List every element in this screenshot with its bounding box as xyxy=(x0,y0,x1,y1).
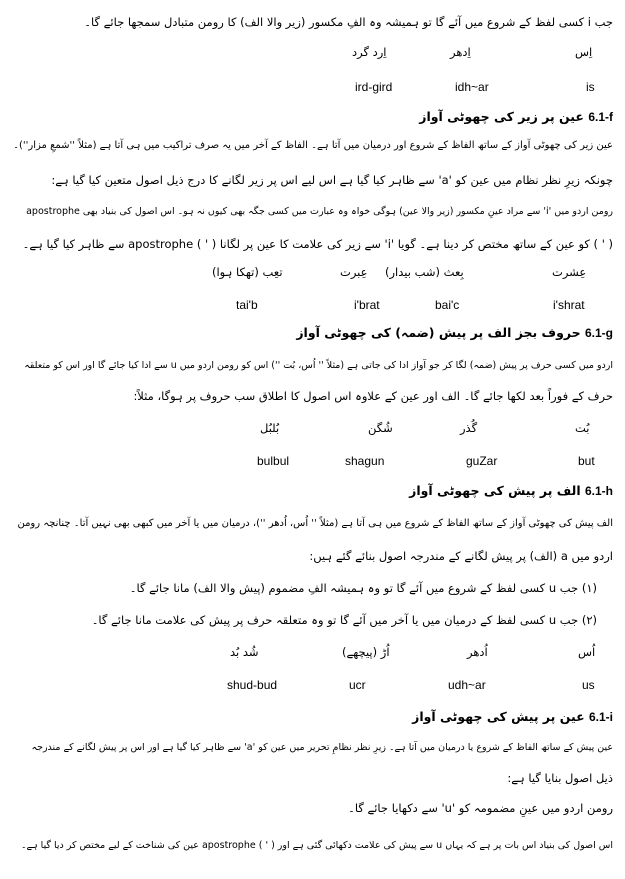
paragraph-line: ذیل اصول بنایا گیا ہے: xyxy=(507,771,613,785)
example-urdu: تعِب (تھکا ہوا) xyxy=(212,265,283,279)
example-urdu: عِشرت xyxy=(552,265,587,279)
example-urdu: اُدھر xyxy=(467,645,488,659)
rule-item: (۲) جب u کسی لفظ کے درمیان میں یا آخر میں آئے گا تو وہ متعلقہ حرف پر پیش کی علامت مانا جائے گا۔ xyxy=(91,613,597,627)
example-roman: but xyxy=(578,454,595,468)
section-number: 6.1-h xyxy=(584,484,613,498)
example-roman: i'shrat xyxy=(553,298,585,312)
paragraph-line: اس اصول کی بنیاد اس بات پر ہے کہ یہاں u سے پیش کی علامت دکھائی گئی ہے اور ( ' ) apostrophe عین کی شناخت کے لیے مختص کر دیا گیا ہے۔ xyxy=(20,840,613,851)
example-roman: ucr xyxy=(349,678,366,692)
example-urdu: اِس xyxy=(575,45,593,59)
section-title: عین پر پیش کی چھوٹی آواز xyxy=(412,709,585,724)
example-roman: is xyxy=(586,80,595,94)
section-heading xyxy=(412,708,613,726)
section-title: الف پر پیش کی چھوٹی آواز xyxy=(409,483,581,498)
example-roman: shud-bud xyxy=(227,678,278,692)
example-roman: ird-gird xyxy=(355,80,393,94)
example-roman: idh~ar xyxy=(455,80,489,94)
example-roman: udh~ar xyxy=(448,678,486,692)
example-roman: bai'c xyxy=(435,298,460,312)
example-roman: tai'b xyxy=(236,298,258,312)
paragraph-line: اردو میں کسی حرف پر پیش (ضمہ) لگا کر جو آواز ادا کی جاتی ہے (مثلاً '' اُس، بُت '') اس کو رومن اردو میں u سے ادا کیا جائے گا اور اس کو متعلقہ xyxy=(24,360,613,371)
paragraph-line: ( ' ) کو عین کے ساتھ مختص کر دینا ہے۔ گویا 'i' سے زیر کی علامت کا عین پر لگانا ( ' ) apostrophe سے ظاہر کیا گیا ہے۔ xyxy=(22,237,613,251)
example-urdu: اِدھر xyxy=(450,45,471,59)
example-roman: i'brat xyxy=(354,298,380,312)
example-urdu: بُت xyxy=(575,421,590,435)
paragraph-line: عین پیش کے ساتھ الفاظ کے شروع یا درمیان میں آتا ہے۔ زیرِ نظر نظامِ تحریر میں عین کو 'a' سے ظاہر کیا گیا ہے اور اس پر پیش لگانے کے مندرجہ xyxy=(31,742,613,753)
section-title: حروف بجز الف پر پیش (ضمہ) کی چھوٹی آواز xyxy=(296,325,581,340)
paragraph-line: اردو میں a (الف) پر پیش لگانے کے مندرجہ اصول بنائے گئے ہیں: xyxy=(309,549,613,563)
paragraph-line: رومن اردو میں 'i' سے مراد عینِ مکسور (زیر والا عین) ہوگی خواہ وہ عبارت میں کسی جگہ بھی کیوں نہ ہو۔ اس اصول کی بنیاد بھی apostrophe xyxy=(26,206,613,217)
example-urdu: عِبرت xyxy=(340,265,368,279)
section-number: 6.1-g xyxy=(584,326,613,340)
section-number: 6.1-f xyxy=(588,110,613,124)
example-roman: shagun xyxy=(345,454,385,468)
paragraph-line: چونکہ زیرِ نظر نظام میں عین کو 'a' سے ظاہر کیا گیا ہے اس لیے اس پر زیر لگانے کا درج ذیل اصول متعین کیا گیا ہے: xyxy=(51,173,613,187)
section-heading xyxy=(419,108,613,126)
intro-text: جب i کسی لفظ کے شروع میں آئے گا تو ہمیشہ وہ الفِ مکسور (زیر والا الف) کا رومن متبادل سمجھا جائے گا۔ xyxy=(84,15,613,29)
example-urdu: اِرد گرد xyxy=(352,45,387,59)
paragraph-line: عین زیر کی چھوٹی آواز کے ساتھ الفاظ کے شروع اور درمیان میں آتا ہے۔ الفاظ کے آخر میں یہ صرف تراکیب میں ہی آتا ہے (مثلاً ''شمعِ مزار'')۔ xyxy=(13,140,613,151)
example-urdu: بِعث (شب بیدار) xyxy=(385,265,464,279)
section-number: 6.1-i xyxy=(588,710,613,724)
example-urdu: اُس xyxy=(578,645,596,659)
section-heading xyxy=(409,482,613,500)
example-urdu: اُڑ (پیچھے) xyxy=(342,645,390,659)
paragraph-line: رومن اردو میں عینِ مضمومہ کو 'u' سے دکھایا جائے گا۔ xyxy=(348,801,613,815)
example-roman: us xyxy=(582,678,595,692)
example-roman: bulbul xyxy=(257,454,290,468)
example-urdu: شُگن xyxy=(368,421,393,435)
rule-item: (۱) جب u کسی لفظ کے شروع میں آئے گا تو وہ ہمیشہ الفِ مضموم (پیش والا الف) مانا جائے گا۔ xyxy=(129,581,597,595)
paragraph-line: حرف کے فوراً بعد لکھا جائے گا۔ الف اور عین کے علاوہ اس اصول کا اطلاق سب حروف پر ہوگا، مثلاً: xyxy=(133,389,613,403)
example-urdu: بُلبُل xyxy=(260,421,280,435)
paragraph-line: الف پیش کی چھوٹی آواز کے ساتھ الفاظ کے شروع میں ہی آتا ہے (مثلاً '' اُس، اُدھر '')، درمیان میں یا آخر میں کبھی بھی نہیں آتا۔ چنانچہ رومن xyxy=(17,518,613,529)
example-roman: guZar xyxy=(466,454,498,468)
example-urdu: گُذر xyxy=(460,421,478,435)
section-heading xyxy=(296,324,613,342)
section-title: عین پر زیر کی چھوٹی آواز xyxy=(419,109,584,124)
example-urdu: شُد بُد xyxy=(230,645,259,659)
